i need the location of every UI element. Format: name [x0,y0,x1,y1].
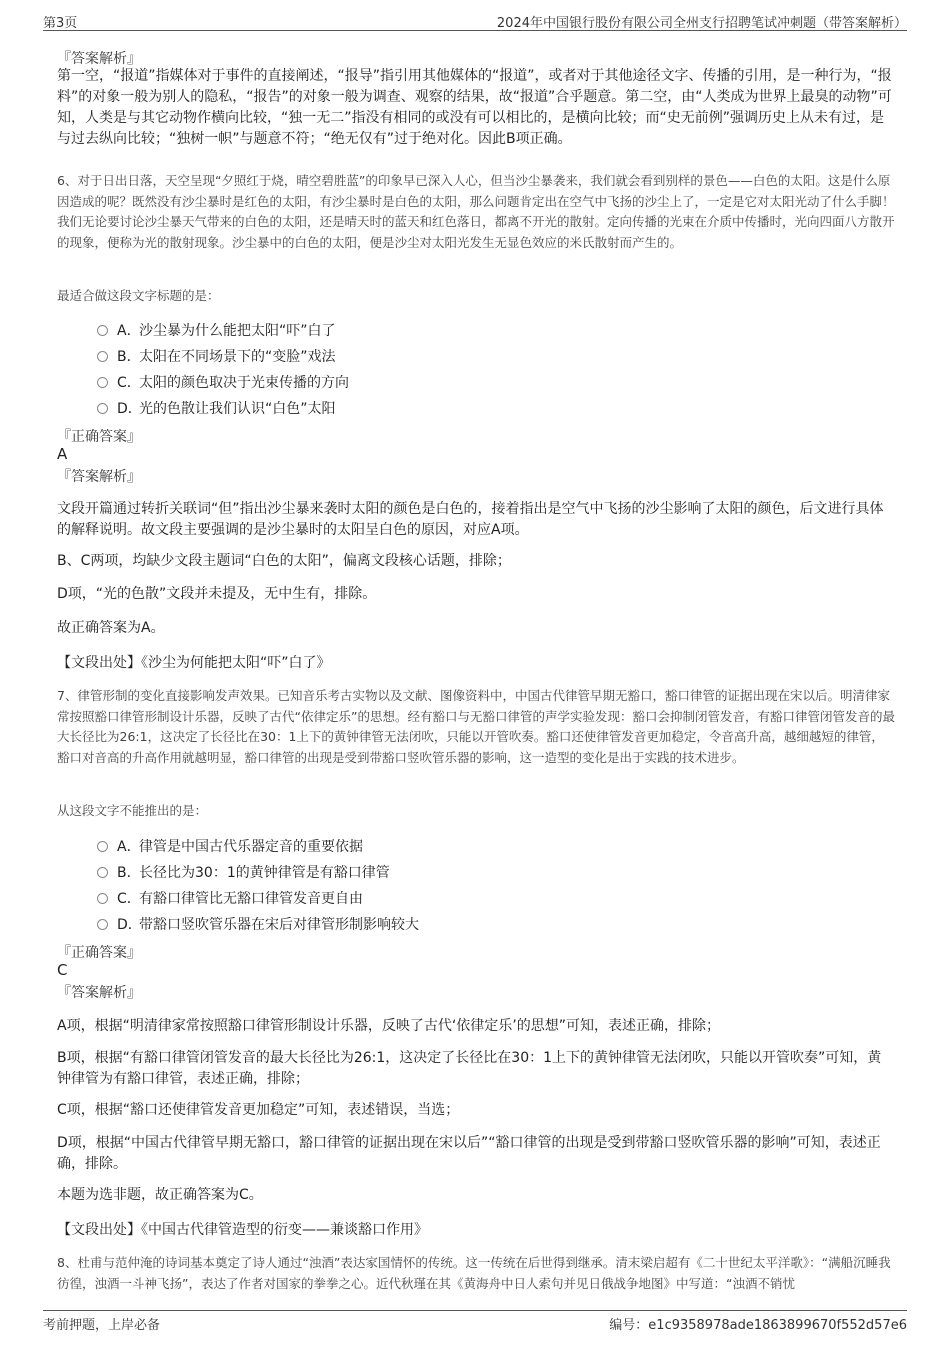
q7-option-c[interactable]: C．有豁口律管比无豁口律管发音更自由 [97,888,363,908]
radio-icon[interactable] [97,893,108,904]
radio-icon[interactable] [97,403,108,414]
q6-question: 最适合做这段文字标题的是： [57,288,220,303]
q6-analysis-3: D项，“光的色散”文段并未提及，无中生有，排除。 [57,586,377,602]
correct-answer-label: 『正确答案』 [57,429,141,445]
q6-analysis-4: 故正确答案为A。 [57,620,165,636]
q6-analysis-1: 文段开篇通过转折关联词“但”指出沙尘暴来袭时太阳的颜色是白色的，接着指出是空气中飞扬的沙尘影响了太阳的颜色，后文进行具体的解释说明。故文段主要强调的是沙尘暴时的太阳呈白色的原因，对应A项。 [57,501,884,538]
q7-option-a[interactable]: A．律管是中国古代乐器定音的重要依据 [97,836,363,856]
analysis-label: 『答案解析』 [57,469,141,485]
source-title: 《沙尘为何能把太阳“吓”白了》 [141,655,331,671]
q7-stem: 7、律管形制的变化直接影响发声效果。已知音乐考古实物以及文献、图像资料中，中国古代律管早期无豁口，豁口律管的证据出现在宋以后。明清律家常按照豁口律管形制设计乐器，反映了古代“依律定乐”的思想。经有豁口与无豁口律管的声学实验发现：豁口会抑制闭管发音，有豁口律管闭管发音的最大长径比为26:1，这决定了长径比在30：1上下的黄钟律管无法闭吹，只能以开管吹奏。豁口还使律管发音更加稳定，令音高升高，越细越短的律管，豁口对音高的升高作用就越明显，豁口律管的出现是受到带豁口竖吹管乐器的影响，这一造型的变化是出于实践的技术进步。 [57,688,895,765]
q7-answer: C [57,961,68,979]
q7-analysis-1: A项，根据“明清律家常按照豁口律管形制设计乐器，反映了古代‘依律定乐’的思想”可知，表述正确，排除； [57,1018,720,1034]
q6-source [57,652,331,672]
radio-icon[interactable] [97,351,108,362]
source-title: 《中国古代律管造型的衍变——兼谈豁口作用》 [141,1222,428,1238]
footer-slogan: 考前押题，上岸必备 [43,1318,161,1333]
q7-option-d[interactable]: D．带豁口竖吹管乐器在宋后对律管形制影响较大 [97,914,419,934]
radio-icon[interactable] [97,325,108,336]
q8-stem: 8、杜甫与范仲淹的诗词基本奠定了诗人通过“浊酒”表达家国情怀的传统。这一传统在后世得到继承。清末梁启超有《二十世纪太平洋歌》：“满船沉睡我彷徨，浊酒一斗神飞扬”，表达了作者对国家的拳拳之心。近代秋瑾在其《黄海舟中日人索句并见日俄战争地图》中写道：“浊酒不销忧 [57,1255,891,1291]
radio-icon[interactable] [97,919,108,930]
q6-option-a[interactable]: A．沙尘暴为什么能把太阳“吓”白了 [97,320,336,340]
q6-stem: 6、对于日出日落，天空呈现“夕照红于烧，晴空碧胜蓝”的印象早已深入人心，但当沙尘暴袭来，我们就会看到别样的景色——白色的太阳。这是什么原因造成的呢？既然没有沙尘暴时是红色的太阳，有沙尘暴时是白色的太阳，那么问题肯定出在空气中飞扬的沙尘上了，一定是它对太阳光动了什么手脚！我们无论要讨论沙尘暴天气带来的白色的太阳，还是晴天时的蓝天和红色落日，都离不开光的散射。定向传播的光束在介质中传播时，光向四面八方散开的现象，便称为光的散射现象。沙尘暴中的白色的太阳，便是沙尘对太阳光发生无显色效应的米氏散射而产生的。 [57,173,895,250]
radio-icon[interactable] [97,867,108,878]
correct-answer-label: 『正确答案』 [57,945,141,961]
analysis-label: 『答案解析』 [57,985,141,1001]
q7-question: 从这段文字不能推出的是： [57,803,208,818]
analysis-label: 『答案解析』 [57,51,141,67]
q6-option-d[interactable]: D．光的色散让我们认识“白色”太阳 [97,398,336,418]
q6-answer: A [57,445,68,463]
document-title: 2024年中国银行股份有限公司全州支行招聘笔试冲刺题（带答案解析） [496,16,907,31]
source-label: 【文段出处】 [57,655,141,671]
q6-option-c[interactable]: C．太阳的颜色取决于光束传播的方向 [97,372,349,392]
page-footer [43,1310,907,1335]
source-label: 【文段出处】 [57,1222,141,1238]
page-number: 第3页 [43,16,78,31]
radio-icon[interactable] [97,841,108,852]
q7-analysis-3: C项，根据“豁口还使律管发音更加稳定”可知，表述错误，当选； [57,1102,460,1118]
radio-icon[interactable] [97,377,108,388]
page-header [43,10,907,31]
q6-analysis-2: B、C两项，均缺少文段主题词“白色的太阳”，偏离文段核心话题，排除； [57,553,511,569]
q7-option-b[interactable]: B．长径比为30：1的黄钟律管是有豁口律管 [97,862,390,882]
document-code: 编号：e1c9358978ade1863899670f552d57e6 [609,1318,907,1333]
q7-analysis-4: D项，根据“中国古代律管早期无豁口，豁口律管的证据出现在宋以后”“豁口律管的出现是受到带豁口竖吹管乐器的影响”可知，表述正确，排除。 [57,1135,881,1172]
q5-analysis: 第一空，“报道”指媒体对于事件的直接阐述，“报导”指引用其他媒体的“报道”，或者对于其他途径文字、传播的引用，是一种行为，“报料”的对象一般为别人的隐私，“报告”的对象一般为调查、观察的结果，故“报道”合乎题意。第二空，由“人类成为世界上最臭的动物”可知，人类是与其它动物作横向比较，“独一无二”指没有相同的或没有可以相比的，是横向比较；而“史无前例”强调历史上从未有过，是与过去纵向比较；“独树一帜”与题意不符；“绝无仅有”过于绝对化。因此B项正确。 [57,68,892,147]
q6-option-b[interactable]: B．太阳在不同场景下的“变脸”戏法 [97,346,336,366]
q7-analysis-2: B项，根据“有豁口律管闭管发音的最大长径比为26:1，这决定了长径比在30：1上下的黄钟律管无法闭吹，只能以开管吹奏”可知，黄钟律管为有豁口律管，表述正确，排除； [57,1050,882,1087]
q7-analysis-5: 本题为选非题，故正确答案为C。 [57,1187,263,1203]
q7-source [57,1219,428,1239]
